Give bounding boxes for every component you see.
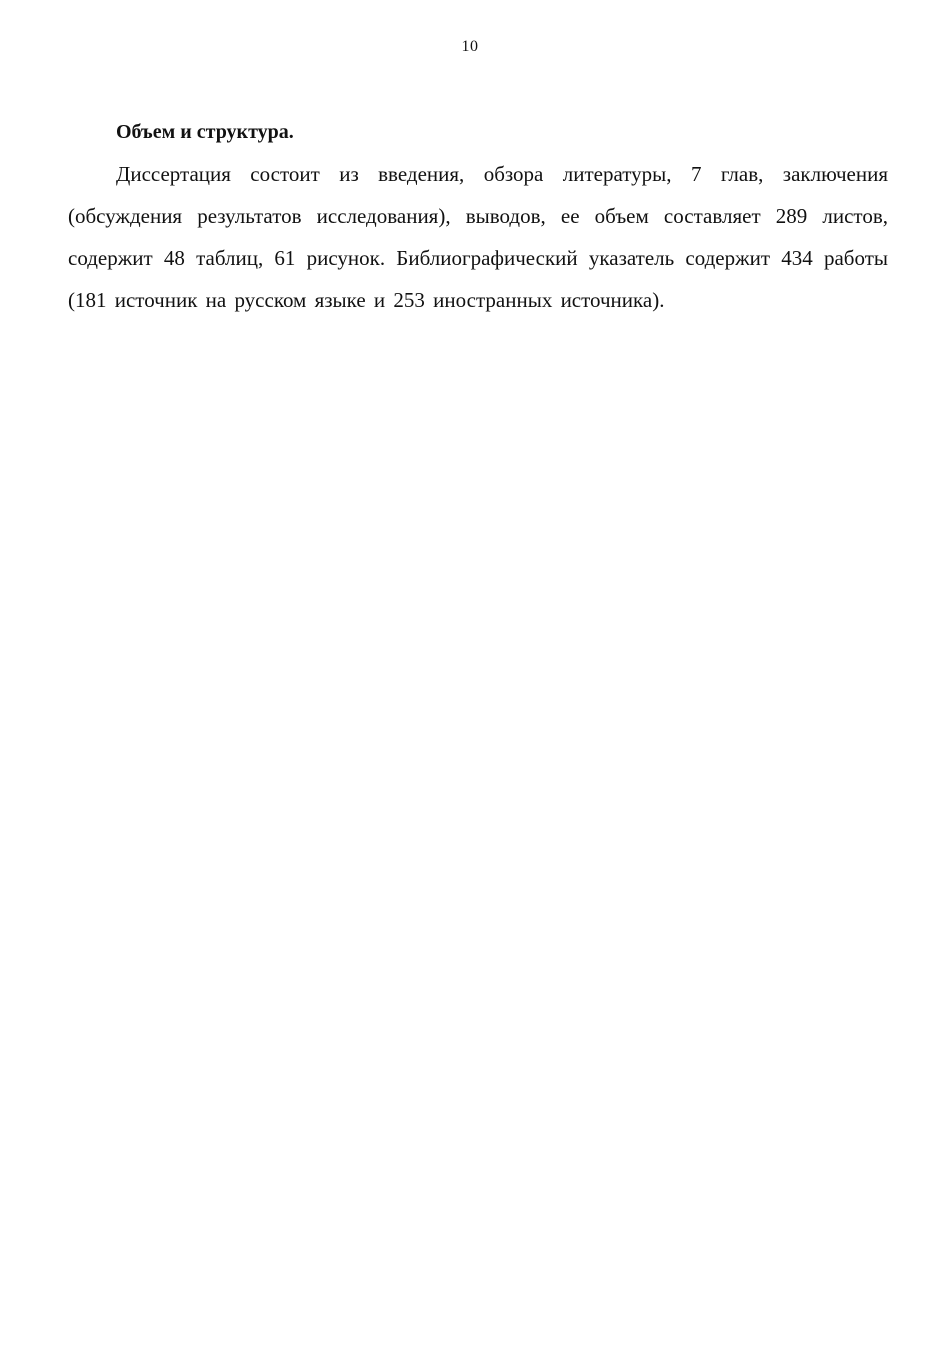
section-heading: Объем и структура. [116,121,294,143]
page-number: 10 [461,38,479,55]
section-paragraph: Диссертация состоит из введения, обзора литературы, 7 глав, заключения (обсуждения результатов исследования), выводов, ее объем составляет 289 листов, содержит 48 таблиц, 61 рисунок. Библиографический указатель содержит 434 работы (181 источник на русском языке и 253 иностранных источника). [68,162,888,312]
